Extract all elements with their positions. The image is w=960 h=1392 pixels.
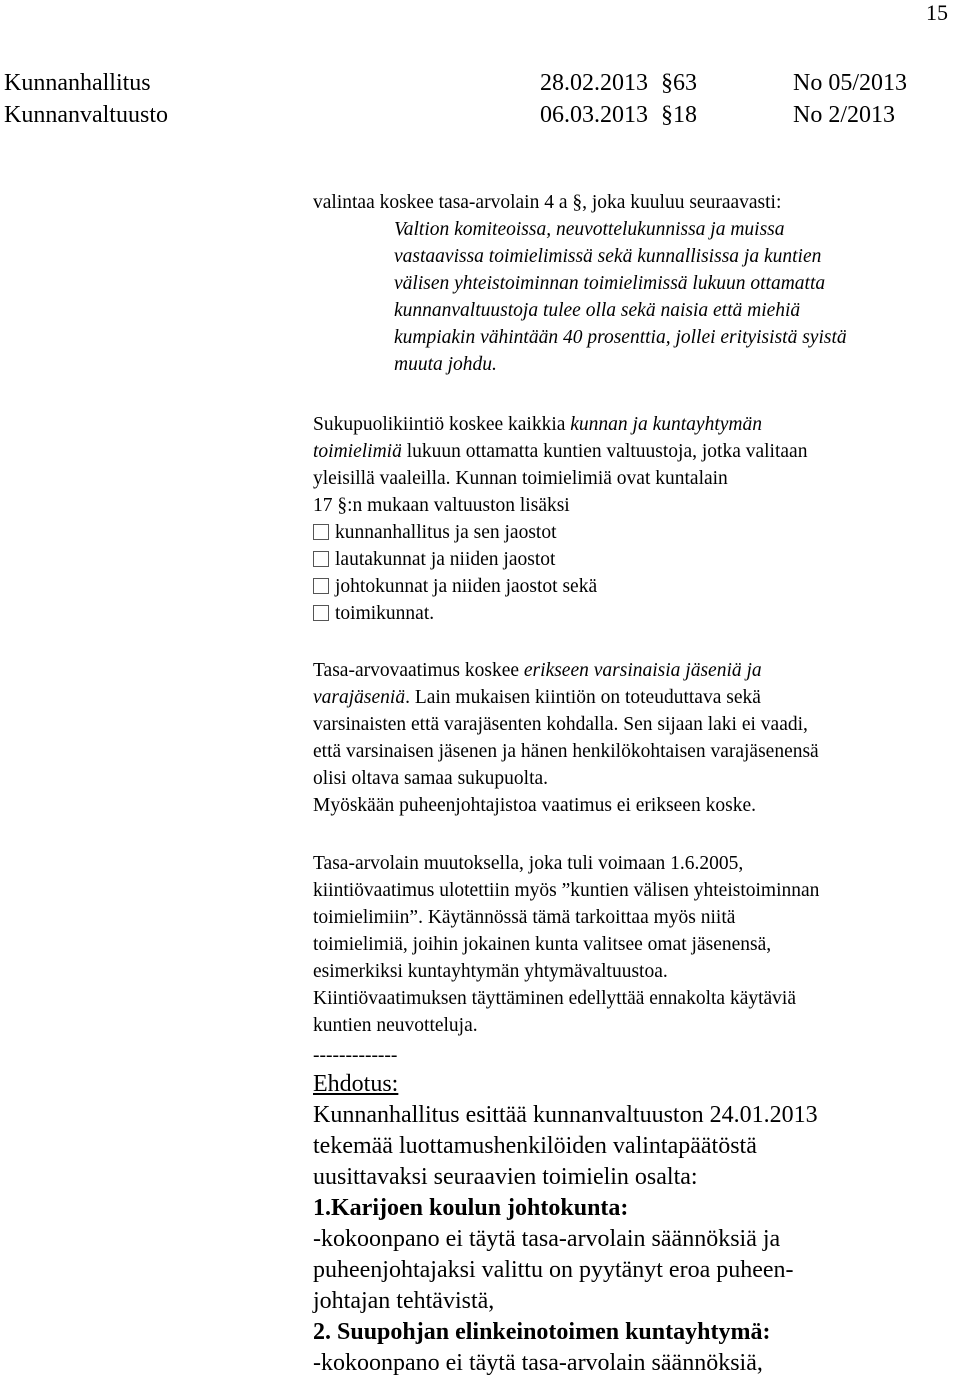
text-line: Kiintiövaatimuksen täyttäminen edellyttää ennakolta käytäviä — [313, 988, 797, 1009]
text-line: toimielimiä, joihin jokainen kunta valitsee omat jäsenensä, — [313, 934, 772, 955]
text-line: kiintiövaatimus ulotettiin myös ”kuntien välisen yhteistoiminnan — [313, 880, 820, 901]
bullet-box-icon — [313, 605, 329, 621]
quote-line: välisen yhteistoiminnan toimielimissä lukuun ottamatta — [394, 273, 826, 294]
text-line: kuntien neuvotteluja. — [313, 1015, 478, 1036]
bullet-text: lautakunnat ja niiden jaostot — [335, 549, 556, 570]
quote-line: kumpiakin vähintään 40 prosenttia, jollei erityisistä syistä — [394, 327, 847, 348]
bullet-box-icon — [313, 578, 329, 594]
header-section-1: §63 — [661, 70, 697, 96]
text-line: 17 §:n mukaan valtuuston lisäksi — [313, 495, 570, 516]
paragraph-law-amendment — [313, 850, 953, 1039]
quote-line: kunnanvaltuustoja tulee olla sekä naisia että miehiä — [394, 300, 801, 321]
quote-line: Valtion komiteoissa, neuvottelukunnissa ja muissa — [394, 219, 785, 240]
paragraph-equality-requirement — [313, 657, 953, 819]
text-line: -kokoonpano ei täytä tasa-arvolain säännöksiä, — [313, 1350, 763, 1376]
text-line: Myöskään puheenjohtajistoa vaatimus ei erikseen koske. — [313, 795, 756, 816]
text-line: olisi oltava samaa sukupuolta. — [313, 768, 549, 789]
bullet-text: johtokunnat ja niiden jaostot sekä — [335, 576, 598, 597]
paragraph-gender-quota — [313, 411, 953, 627]
emphasis-span: erikseen varsinaisia jäseniä ja — [523, 660, 762, 681]
text-span: lukuun ottamatta kuntien valtuustoja, jotka valitaan — [401, 441, 808, 462]
header-section-2: §18 — [661, 102, 697, 128]
header-date-1: 28.02.2013 — [540, 70, 648, 96]
item-title: 2. Suupohjan elinkeinotoimen kuntayhtymä: — [313, 1319, 771, 1345]
separator: ------------- — [313, 1045, 398, 1066]
quote-line: muuta johdu. — [394, 354, 497, 375]
text-line: Kunnanhallitus esittää kunnanvaltuuston 24.01.2013 — [313, 1102, 818, 1128]
paragraph-quote-law — [313, 189, 953, 378]
emphasis-span: kunnan ja kuntayhtymän — [570, 414, 762, 435]
text-line: -kokoonpano ei täytä tasa-arvolain säännöksiä ja — [313, 1226, 781, 1252]
text-line: Tasa-arvolain muutoksella, joka tuli voimaan 1.6.2005, — [313, 853, 744, 874]
header-body-1: Kunnanhallitus — [4, 70, 151, 96]
item-title: 1.Karijoen koulun johtokunta: — [313, 1195, 629, 1221]
text-line: puheenjohtajaksi valittu on pyytänyt eroa puheen- — [313, 1257, 794, 1283]
quote-line: vastaavissa toimielimissä sekä kunnallisissa ja kuntien — [394, 246, 822, 267]
page-number: 15 — [926, 0, 948, 25]
text-line: varsinaisten että varajäsenten kohdalla. Sen sijaan laki ei vaadi, — [313, 714, 808, 735]
text-line: yleisillä vaaleilla. Kunnan toimielimiä ovat kuntalain — [313, 468, 728, 489]
header-no-1: No 05/2013 — [793, 70, 907, 96]
bullet-box-icon — [313, 524, 329, 540]
bullet-item — [313, 546, 953, 573]
bullet-item — [313, 519, 953, 546]
text-line: uusittavaksi seuraavien toimielin osalta: — [313, 1164, 698, 1190]
text-line: toimielimiin”. Käytännössä tämä tarkoittaa myös niitä — [313, 907, 736, 928]
text-span: Sukupuolikiintiö koskee kaikkia — [313, 414, 571, 435]
proposal-section — [313, 1069, 818, 1379]
header-no-2: No 2/2013 — [793, 102, 895, 128]
emphasis-span: toimielimiä — [313, 441, 402, 462]
para1-intro: valintaa koskee tasa-arvolain 4 a §, joka kuuluu seuraavasti: — [313, 192, 782, 213]
bullet-item — [313, 573, 953, 600]
text-line: tekemää luottamushenkilöiden valintapäätöstä — [313, 1133, 757, 1159]
text-line: esimerkiksi kuntayhtymän yhtymävaltuustoa. — [313, 961, 668, 982]
bullet-box-icon — [313, 551, 329, 567]
proposal-heading: Ehdotus: — [313, 1071, 399, 1097]
header-date-2: 06.03.2013 — [540, 102, 648, 128]
emphasis-span: varajäseniä — [313, 687, 406, 708]
text-span: Tasa-arvovaatimus koskee — [313, 660, 524, 681]
text-line: johtajan tehtävistä, — [313, 1288, 495, 1314]
bullet-text: toimikunnat. — [335, 603, 435, 624]
text-line: että varsinaisen jäsenen ja hänen henkilökohtaisen varajäsenensä — [313, 741, 819, 762]
bullet-text: kunnanhallitus ja sen jaostot — [335, 522, 557, 543]
text-span: . Lain mukaisen kiintiön on toteuduttava sekä — [405, 687, 761, 708]
bullet-item — [313, 600, 953, 627]
header-body-2: Kunnanvaltuusto — [4, 102, 168, 128]
